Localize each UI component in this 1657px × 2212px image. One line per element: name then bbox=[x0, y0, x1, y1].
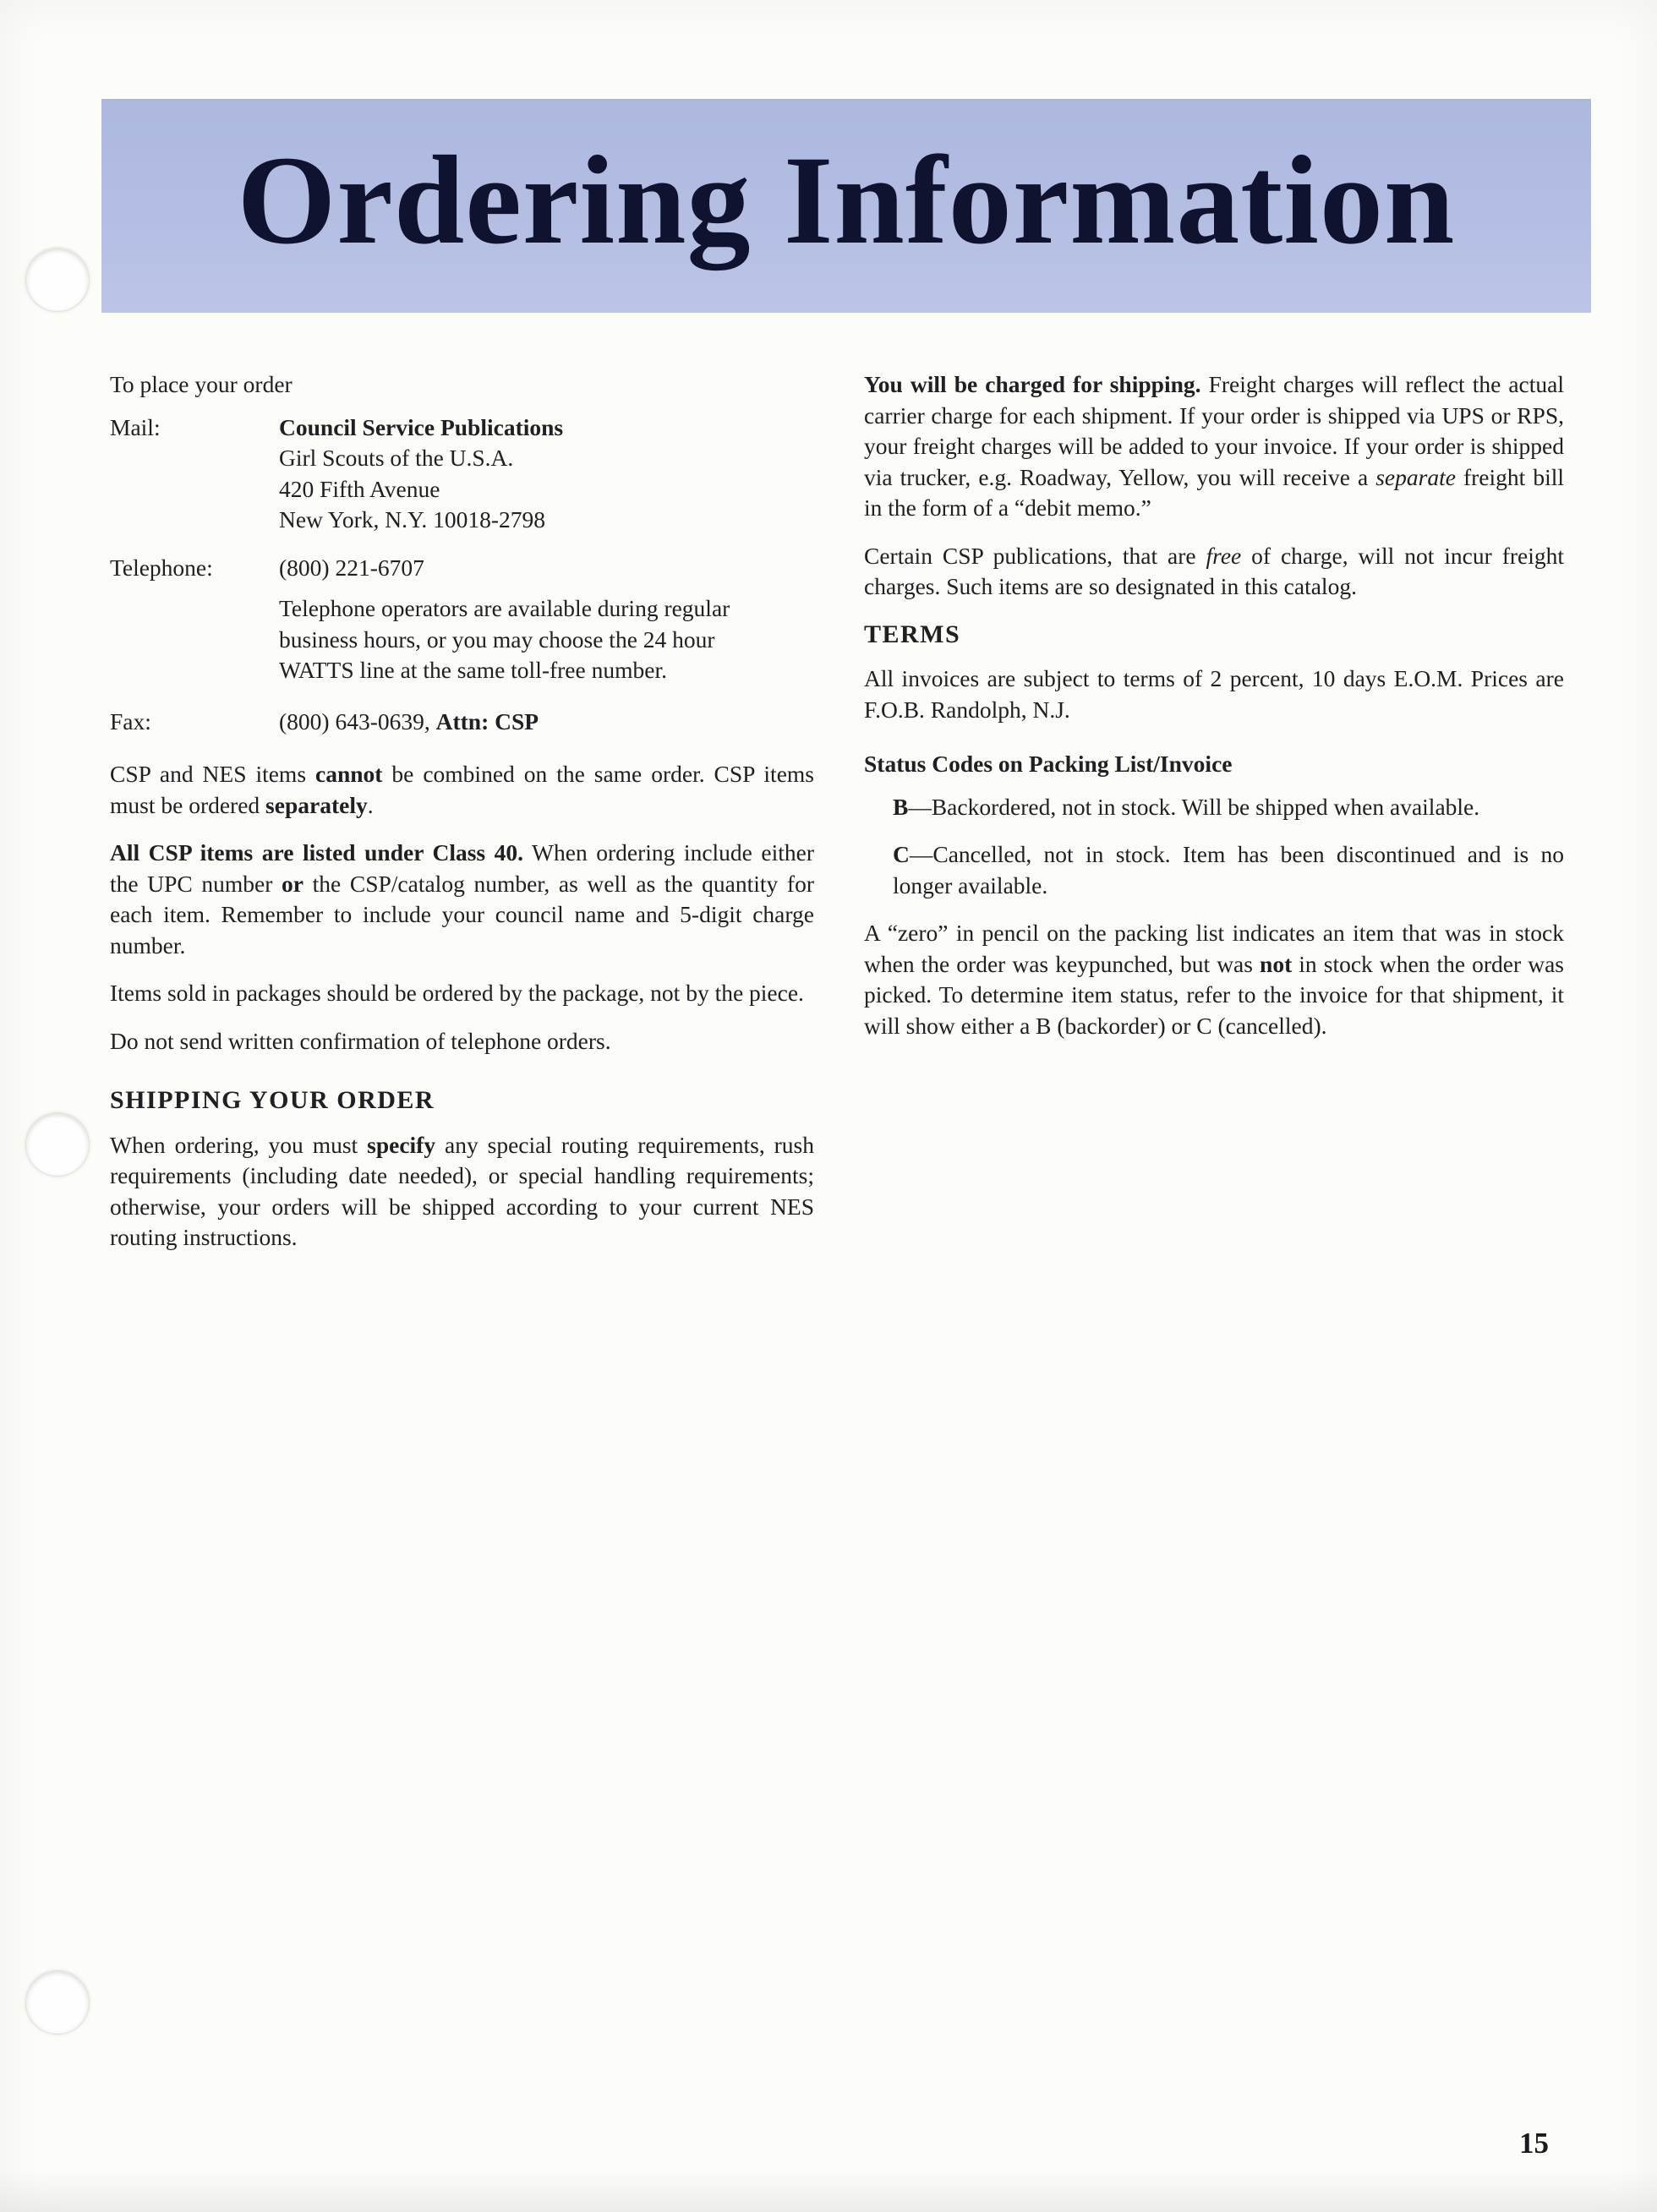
page-header-banner bbox=[101, 99, 1591, 313]
paragraph-status-b: B—Backordered, not in stock. Will be shipped when available. bbox=[893, 793, 1480, 820]
binder-hole-bottom bbox=[25, 1970, 90, 2034]
paragraph-shipping: When ordering, you must specify any special routing requirements, rush requirements (including date needed), or special handling requirements; otherwise, your orders will be shipped according to your current NES routing instructions. bbox=[110, 1131, 814, 1250]
mail-org-name: Council Service Publications bbox=[279, 413, 564, 440]
telephone-number: (800) 221-6707 bbox=[279, 554, 424, 581]
mail-address-line: 420 Fifth Avenue bbox=[279, 475, 440, 502]
mail-address-line: Girl Scouts of the U.S.A. bbox=[279, 445, 514, 471]
status-codes-heading: Status Codes on Packing List/Invoice bbox=[864, 751, 1233, 777]
fax-label: Fax: bbox=[110, 707, 151, 735]
terms-heading: TERMS bbox=[864, 620, 961, 648]
shipping-your-order-heading: SHIPPING YOUR ORDER bbox=[110, 1086, 435, 1114]
mail-address-block bbox=[279, 412, 814, 536]
telephone-note: Telephone operators are available during regular business hours, or you may choose the 24 hour WATTS line at the same toll-free number. bbox=[279, 595, 730, 683]
paragraph-zero-pencil: A “zero” in pencil on the packing list indicates an item that was in stock when the order was keypunched, but was not in stock when the order was picked. To determine item status, refer to the invoice for that shipment, it will show either a B (backorder) or C (cancelled). bbox=[864, 920, 1564, 1039]
mail-address-line: New York, N.Y. 10018-2798 bbox=[279, 506, 546, 533]
paragraph-free-publications: Certain CSP publications, that are free of charge, will not incur freight charges. Such items are so designated in this catalog. bbox=[864, 542, 1564, 599]
page-title: Ordering Information bbox=[237, 129, 1456, 270]
left-column bbox=[110, 369, 814, 1270]
right-column bbox=[864, 369, 1564, 1270]
intro-line: To place your order bbox=[110, 371, 293, 397]
mail-label: Mail: bbox=[110, 413, 161, 440]
paragraph-csp-nes: CSP and NES items cannot be combined on the same order. CSP items must be ordered separately. bbox=[110, 761, 814, 818]
telephone-row bbox=[110, 553, 814, 584]
paragraph-class-40: All CSP items are listed under Class 40. When ordering include either the UPC number or the CSP/catalog number, as well as the quantity for each item. Remember to include your council name and 5-digit charge number. bbox=[110, 839, 814, 959]
paragraph-no-confirmation: Do not send written confirmation of telephone orders. bbox=[110, 1027, 611, 1054]
fax-row bbox=[110, 707, 814, 738]
mail-row bbox=[110, 412, 814, 536]
paragraph-charged-for-shipping: You will be charged for shipping. Freight charges will reflect the actual carrier charge for each shipment. If your order is shipped via UPS or RPS, your freight charges will be added to your invoice. If your order is shipped via trucker, e.g. Roadway, Yellow, you will receive a separate freight bill in the form of a “debit memo.” bbox=[864, 371, 1564, 521]
fax-number: (800) 643-0639, Attn: CSP bbox=[279, 707, 539, 735]
telephone-label: Telephone: bbox=[110, 554, 213, 581]
paragraph-terms: All invoices are subject to terms of 2 percent, 10 days E.O.M. Prices are F.O.B. Randolph, N.J. bbox=[864, 665, 1564, 723]
binder-hole-top bbox=[25, 248, 90, 312]
content-columns bbox=[110, 369, 1565, 1270]
paragraph-packages: Items sold in packages should be ordered by the package, not by the piece. bbox=[110, 980, 804, 1006]
binder-hole-middle bbox=[25, 1112, 90, 1177]
page-number: 15 bbox=[1519, 2127, 1549, 2160]
paragraph-status-c: C—Cancelled, not in stock. Item has been discontinued and is no longer available. bbox=[893, 841, 1564, 898]
